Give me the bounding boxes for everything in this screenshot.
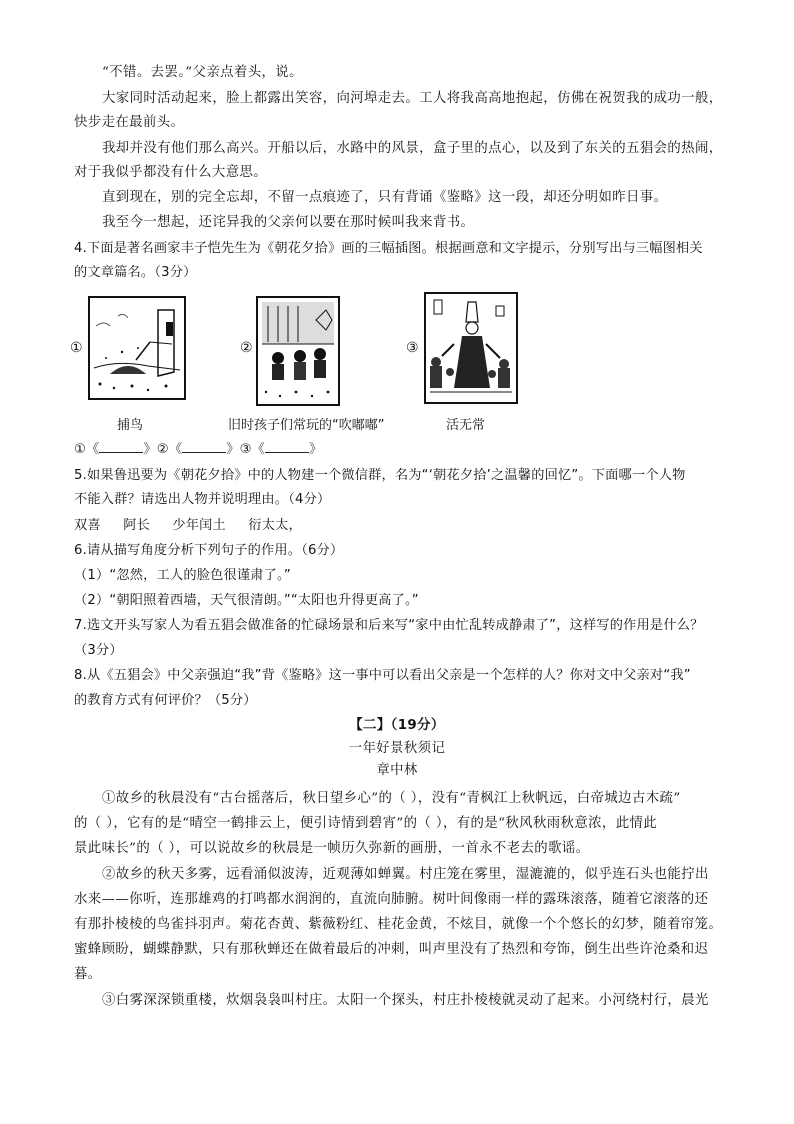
question-6-sentence-2: （2）“朝阳照着西墙，天气很清朗。”“太阳也升得更高了。” bbox=[74, 593, 419, 608]
picture-caption: 捕鸟 bbox=[117, 418, 144, 433]
illustration-catching-birds bbox=[88, 296, 186, 400]
answer-label: 》②《 bbox=[143, 442, 183, 457]
picture-number: ① bbox=[70, 340, 83, 356]
option-item: 少年闰土 bbox=[172, 518, 226, 533]
passage-paragraph: 我至今一想起，还诧异我的父亲何以要在那时候叫我来背书。 bbox=[102, 215, 475, 230]
question-7: 7.选文开头写家人为看五猖会做准备的忙碌场景和后来写“家中由忙乱转成静肃了”，这样写的作用是什么？ bbox=[74, 618, 704, 633]
question-4: 4.下面是著名画家丰子恺先生为《朝花夕拾》画的三幅插图。根据画意和文字提示，分别写出与三幅图相关 bbox=[74, 241, 703, 256]
article-paragraph: ②故乡的秋天多雾，远看涌似波涛，近观薄如蝉翼。村庄笼在雾里，湿漉漉的，似乎连石头也能拧出 bbox=[102, 867, 709, 882]
answer-blank-3[interactable] bbox=[265, 440, 309, 453]
passage-paragraph-cont: 快步走在最前头。 bbox=[74, 115, 185, 130]
question-8: 8.从《五猖会》中父亲强迫“我”背《鉴略》这一事中可以看出父亲是一个怎样的人？你对文中父亲对“我” bbox=[74, 668, 691, 683]
option-item: 双喜 bbox=[74, 518, 101, 533]
section-heading: 【二】（19分） bbox=[349, 718, 445, 733]
question-5-cont: 不能入群？请选出人物并说明理由。（4分） bbox=[74, 492, 331, 507]
article-paragraph-cont: 的（ ），它有的是“晴空一鹤排云上，便引诗情到碧宵”的（ ），有的是“秋风秋雨秋意浓，此情此 bbox=[74, 816, 658, 831]
passage-paragraph-cont: 对于我似乎都没有什么大意思。 bbox=[74, 165, 268, 180]
question-6-sentence-1: （1）“忽然，工人的脸色很谨肃了。” bbox=[74, 568, 291, 583]
answer-label: 》 bbox=[309, 442, 323, 457]
passage-paragraph: 我却并没有他们那么高兴。开船以后，水路中的风景，盒子里的点心，以及到了东关的五猖会的热闹， bbox=[102, 141, 723, 156]
question-4-answer-line bbox=[74, 440, 724, 459]
question-6: 6.请从描写角度分析下列句子的作用。（6分） bbox=[74, 543, 344, 558]
option-item: 阿长 bbox=[123, 518, 150, 533]
question-4-cont: 的文章篇名。（3分） bbox=[74, 265, 197, 280]
article-author: 章中林 bbox=[376, 763, 418, 778]
answer-label: 》③《 bbox=[226, 442, 266, 457]
passage-paragraph: 直到现在，别的完全忘却，不留一点痕迹了，只有背诵《鉴略》这一段，却还分明如昨日事。 bbox=[102, 190, 668, 205]
illustration-blowing-toy bbox=[256, 296, 340, 406]
picture-number: ③ bbox=[406, 340, 419, 356]
answer-blank-1[interactable] bbox=[99, 440, 143, 453]
question-8-cont: 的教育方式有何评价？（5分） bbox=[74, 693, 257, 708]
article-paragraph: ③白雾深深锁重楼，炊烟袅袅叫村庄。太阳一个探头，村庄扑棱棱就灵动了起来。小河绕村行，晨光 bbox=[102, 993, 709, 1008]
passage-paragraph: “不错。去罢。”父亲点着头，说。 bbox=[102, 65, 303, 80]
article-paragraph: ①故乡的秋晨没有“古台摇落后，秋日望乡心”的（ ），没有“青枫江上秋帆远，白帝城边古木疏” bbox=[102, 791, 681, 806]
question-5: 5.如果鲁迅要为《朝花夕拾》中的人物建一个微信群，名为“‘朝花夕拾’之温馨的回忆”。下面哪一个人物 bbox=[74, 468, 686, 483]
passage-paragraph: 大家同时活动起来，脸上都露出笑容，向河埠走去。工人将我高高地抱起，仿佛在祝贺我的成功一般， bbox=[102, 91, 723, 106]
picture-caption: 旧时孩子们常玩的“吹嘟嘟” bbox=[228, 418, 385, 433]
question-7-cont: （3分） bbox=[74, 643, 123, 658]
answer-blank-2[interactable] bbox=[182, 440, 226, 453]
article-paragraph-cont: 有那扑棱棱的鸟雀抖羽声。菊花杏黄、紫薇粉红、桂花金黄，不炫目，就像一个个悠长的幻梦，随着帘笼。 bbox=[74, 917, 723, 932]
answer-label: ①《 bbox=[74, 442, 100, 457]
article-title: 一年好景秋须记 bbox=[348, 741, 446, 756]
option-item: 衍太太， bbox=[248, 518, 302, 533]
article-paragraph-cont: 景此味长”的（ ），可以说故乡的秋晨是一帧历久弥新的画册，一首永不老去的歌谣。 bbox=[74, 841, 590, 856]
article-paragraph-cont: 蜜蜂顾盼，蝴蝶静默，只有那秋蝉还在做着最后的冲刺，叫声里没有了热烈和夸饰，倒生出些许沧桑和迟 bbox=[74, 942, 709, 957]
question-5-options bbox=[74, 517, 724, 535]
article-paragraph-cont: 水来——你听，连那雄鸡的打鸣都水润润的，直流向肺腑。树叶间像雨一样的露珠滚落，随着它滚落的还 bbox=[74, 892, 709, 907]
picture-number: ② bbox=[240, 340, 253, 356]
article-paragraph-cont: 暮。 bbox=[74, 967, 102, 982]
picture-caption: 活无常 bbox=[446, 418, 486, 433]
illustration-wuchang bbox=[424, 292, 518, 404]
